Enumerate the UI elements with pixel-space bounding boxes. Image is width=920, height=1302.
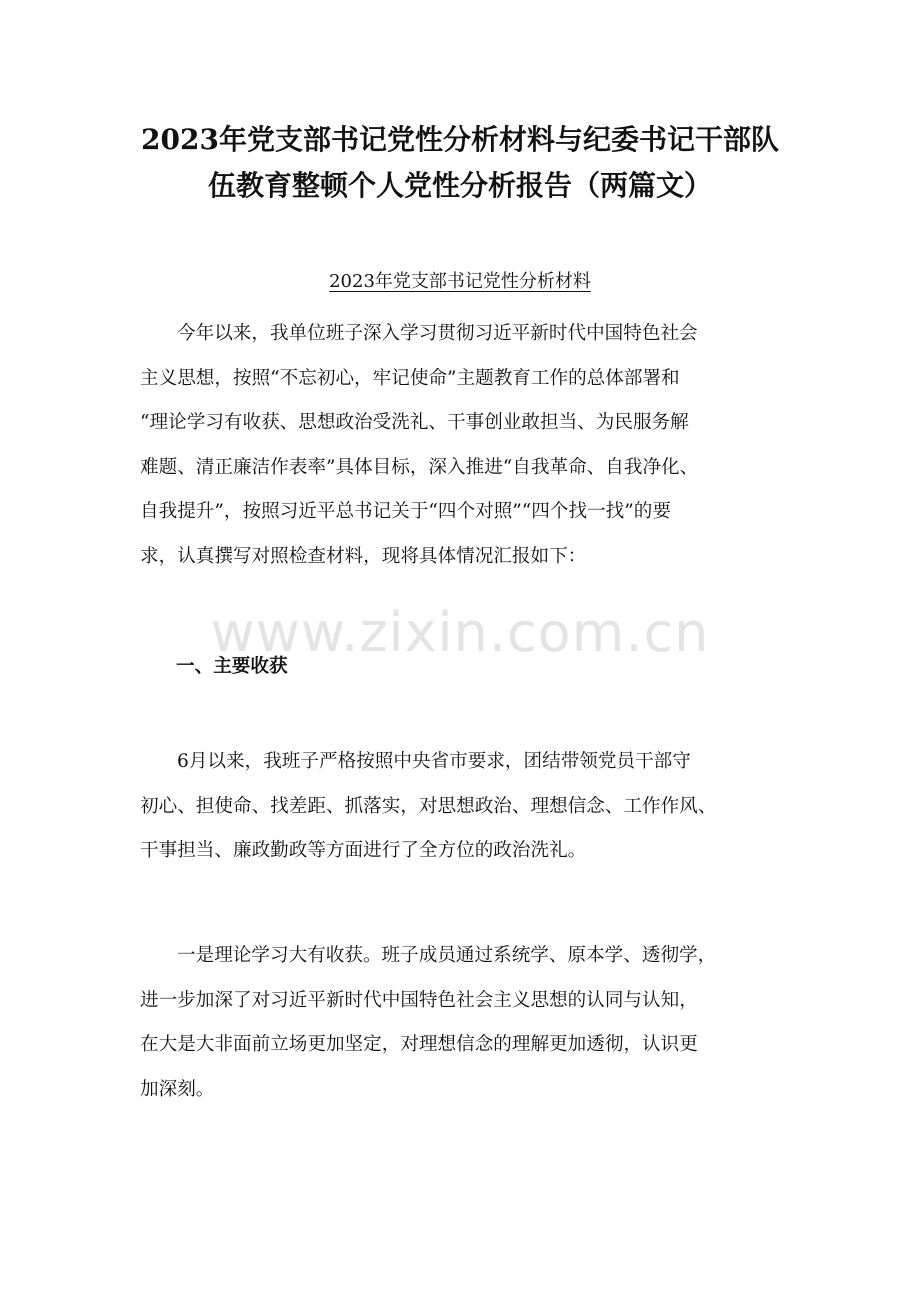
title-line-2: 伍教育整顿个人党性分析报告（两篇文） [207, 169, 712, 202]
section-heading: 一、主要收获 [176, 656, 288, 677]
paragraph-line: “理论学习有收获、思想政治受洗礼、干事创业敢担当、为民服务解 [140, 412, 689, 433]
paragraph-line: 自我提升”，按照习近平总书记关于“四个对照”“四个找一找”的要 [140, 501, 671, 522]
paragraph-line: 难题、清正廉洁作表率”具体目标，深入推进“自我革命、自我净化、 [140, 456, 699, 478]
paragraph-line: 在大是大非面前立场更加坚定，对理想信念的理解更加透彻，认识更 [140, 1034, 698, 1055]
paragraph-line: 求，认真撰写对照检查材料，现将具体情况汇报如下： [140, 545, 587, 567]
paragraph-line: 一是理论学习大有收获。班子成员通过系统学、原本学、透彻学， [177, 945, 717, 966]
paragraph-june-summary [140, 740, 780, 874]
document-title [110, 117, 810, 209]
watermark: www.zixin.com.cn [210, 601, 710, 664]
paragraph-line: 初心、担使命、找差距、抓落实，对思想政治、理想信念、工作作风、 [140, 795, 717, 817]
title-line-1: 2023年党支部书记党性分析材料与纪委书记干部队 [141, 123, 779, 156]
paragraph-line: 今年以来，我单位班子深入学习贯彻习近平新时代中国特色社会 [177, 323, 698, 344]
paragraph-line: 主义思想，按照“不忘初心，牢记使命”主题教育工作的总体部署和 [140, 367, 680, 389]
paragraph-line: 进一步加深了对习近平新时代中国特色社会主义思想的认同与认知， [140, 989, 698, 1011]
paragraph-line: 加深刻。 [140, 1078, 215, 1100]
section-subtitle: 2023年党支部书记党性分析材料 [329, 271, 591, 292]
paragraph-line: 6月以来，我班子严格按照中央省市要求，团结带领党员干部守 [177, 751, 691, 772]
paragraph-theory-study [140, 934, 780, 1112]
paragraph-line: 干事担当、廉政勤政等方面进行了全方位的政治洗礼。 [140, 840, 587, 861]
intro-paragraph [140, 312, 780, 579]
